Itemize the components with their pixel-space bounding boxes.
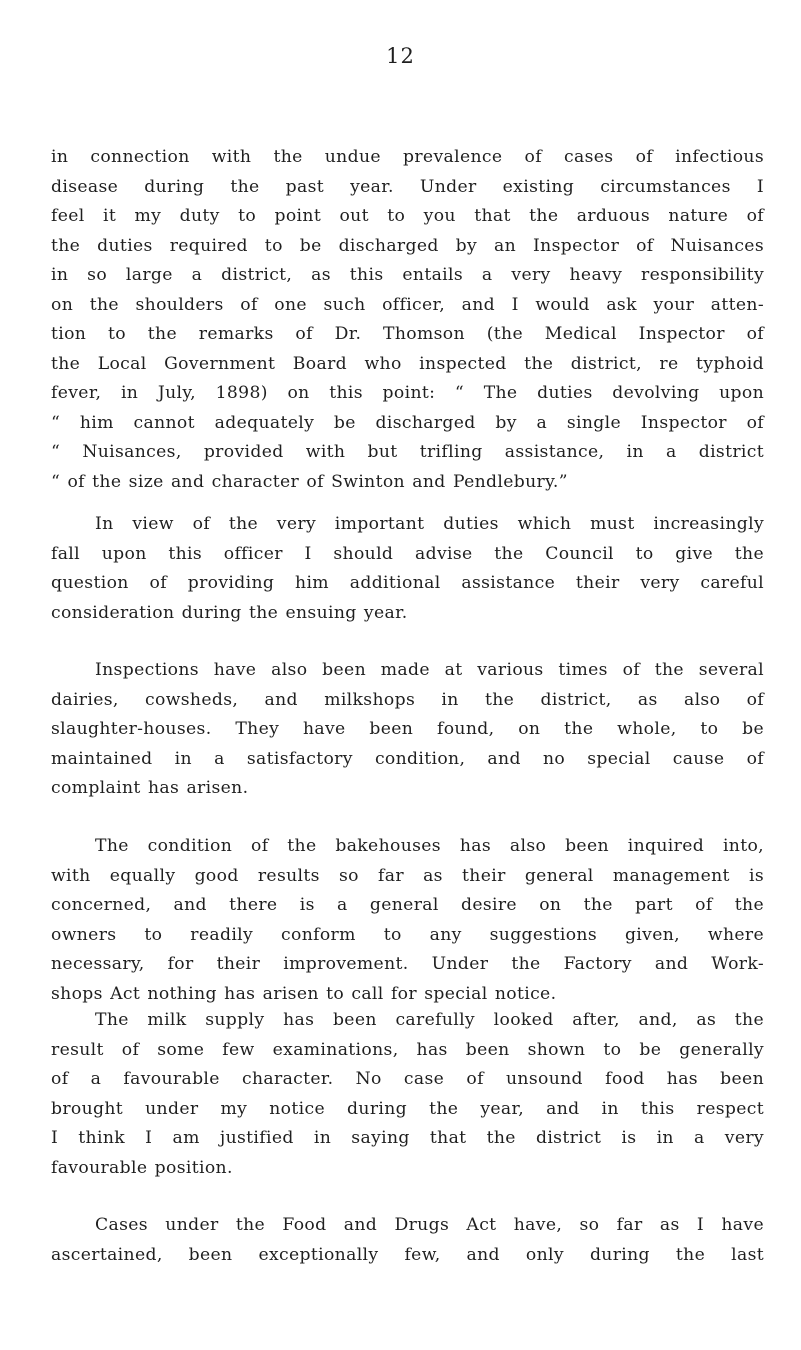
- paragraph-3: [51, 656, 764, 804]
- paragraph-1: [51, 143, 764, 497]
- text-line: feel it my duty to point out to you that the arduous nature of: [51, 206, 764, 226]
- text-line: the Local Government Board who inspected the district, re typhoid: [51, 353, 764, 374]
- text-line: brought under my notice during the year, and in this respect: [51, 1098, 764, 1119]
- paragraph-6: [51, 1211, 764, 1270]
- text-line: in so large a district, as this entails a very heavy responsibility: [51, 265, 764, 285]
- text-line: of a favourable character. No case of unsound food has been: [51, 1069, 764, 1089]
- text-line: question of providing him additional assistance their very careful: [51, 573, 764, 593]
- text-line: disease during the past year. Under existing circumstances I: [51, 176, 764, 197]
- text-line: ascertained, been exceptionally few, and only during the last: [51, 1244, 764, 1265]
- text-line: shops Act nothing has arisen to call for special notice.: [51, 983, 557, 1004]
- text-line: slaughter-houses. They have been found, on the whole, to be: [51, 719, 764, 739]
- text-line: result of some few examinations, has been shown to be generally: [51, 1039, 764, 1060]
- text-line: favourable position.: [51, 1157, 233, 1178]
- text-line: “ of the size and character of Swinton and Pendlebury.”: [51, 471, 568, 492]
- text-line: “ him cannot adequately be discharged by a single Inspector of: [51, 412, 764, 433]
- text-line: I think I am justified in saying that the district is in a very: [51, 1128, 764, 1148]
- text-line: tion to the remarks of Dr. Thomson (the Medical Inspector of: [51, 324, 764, 344]
- text-line: concerned, and there is a general desire on the part of the: [51, 895, 764, 915]
- paragraph-5: [51, 1006, 764, 1183]
- text-line: owners to readily conform to any suggestions given, where: [51, 924, 764, 945]
- text-line: In view of the very important duties which must increasingly: [95, 514, 764, 534]
- page-number: 12: [386, 44, 415, 68]
- text-line: on the shoulders of one such officer, and I would ask your atten-: [51, 294, 764, 315]
- text-line: in connection with the undue prevalence of cases of infectious: [51, 147, 764, 167]
- paragraph-4: [51, 832, 764, 1009]
- text-line: maintained in a satisfactory condition, and no special cause of: [51, 748, 764, 769]
- text-line: fall upon this officer I should advise the Council to give the: [51, 543, 764, 564]
- text-line: The milk supply has been carefully looked after, and, as the: [95, 1010, 764, 1030]
- text-line: dairies, cowsheds, and milkshops in the district, as also of: [51, 689, 764, 710]
- text-line: fever, in July, 1898) on this point: “ The duties devolving upon: [51, 383, 764, 403]
- text-line: The condition of the bakehouses has also been inquired into,: [95, 836, 764, 856]
- text-line: Cases under the Food and Drugs Act have, so far as I have: [95, 1215, 764, 1235]
- text-line: Inspections have also been made at various times of the several: [95, 660, 764, 680]
- text-line: necessary, for their improvement. Under the Factory and Work-: [51, 954, 764, 974]
- text-line: the duties required to be discharged by an Inspector of Nuisances: [51, 235, 764, 256]
- text-line: with equally good results so far as their general management is: [51, 865, 764, 886]
- text-line: complaint has arisen.: [51, 778, 249, 798]
- text-line: “ Nuisances, provided with but trifling assistance, in a district: [51, 442, 764, 462]
- paragraph-2: [51, 510, 764, 628]
- text-line: consideration during the ensuing year.: [51, 602, 408, 623]
